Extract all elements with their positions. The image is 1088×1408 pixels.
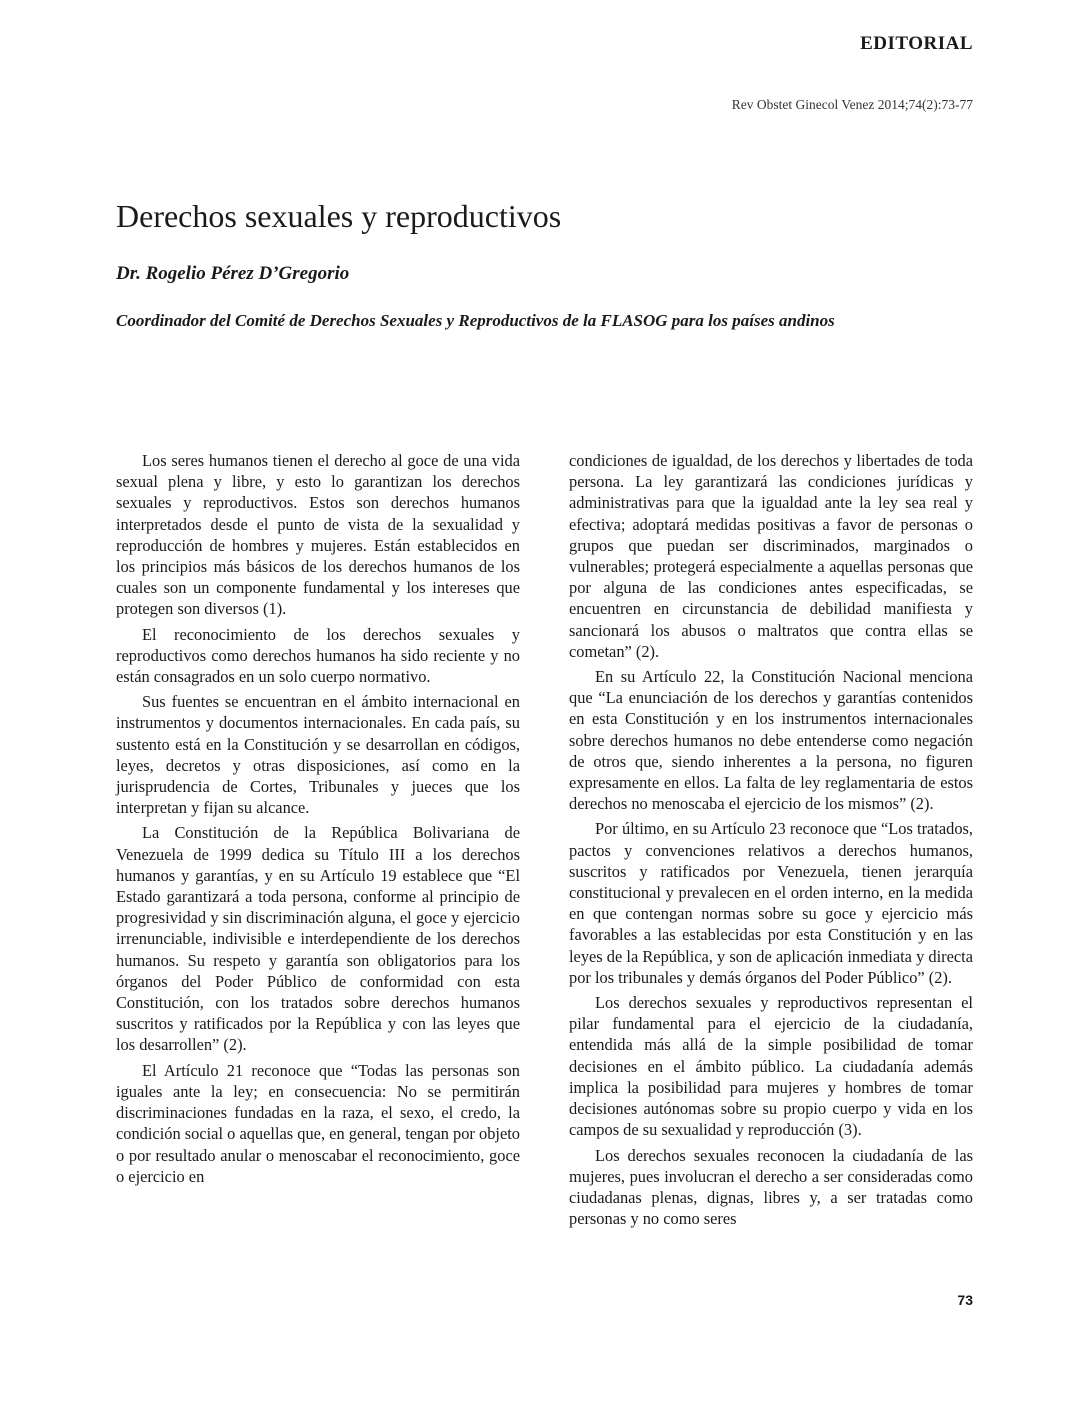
paragraph-continued: condiciones de igualdad, de los derechos y libertades de toda persona. La ley garantizará las condiciones jurídicas y administrativas para que la igualdad ante la ley sea real y efectiva; adoptará medidas positivas a favor de personas o grupos que puedan ser discriminados, marginados o vulnerables; protegerá especialmente a aquellas personas que por alguna de las condiciones antes especificadas, se encuentren en circunstancia de debilidad manifiesta y sancionará los abusos o maltratos que contra ellas se cometan” (2). xyxy=(569,451,973,661)
section-label: EDITORIAL xyxy=(860,33,973,54)
author-affiliation: Coordinador del Comité de Derechos Sexuales y Reproductivos de la FLASOG para los países andinos xyxy=(116,311,835,330)
paragraph: El Artículo 21 reconoce que “Todas las personas son iguales ante la ley; en consecuencia: No se permitirán discriminaciones fundadas en la raza, el sexo, el credo, la condición social o aquellas que, en general, tengan por objeto o por resultado anular o menoscabar el reconocimiento, goce o ejercicio en xyxy=(116,1060,520,1186)
text-column-right xyxy=(569,450,973,1233)
paragraph: Por último, en su Artículo 23 reconoce que “Los tratados, pactos y convenciones relativos a derechos humanos, suscritos y ratificados por Venezuela, tienen jerarquía constitucional y prevalecen en el orden interno, en la medida en que contengan normas sobre su goce y ejercicio más favorables a las establecidas por esta Constitución y en las leyes de la República, y son de aplicación inmediata y directa por los tribunales y demás órganos del Poder Público” (2). xyxy=(569,819,973,987)
paragraph: Los derechos sexuales reconocen la ciudadanía de las mujeres, pues involucran el derecho a ser consideradas como ciudadanas plenas, dignas, libres y, a ser tratadas como personas y no como seres xyxy=(569,1145,973,1229)
paragraph: Los derechos sexuales y reproductivos representan el pilar fundamental para el ejercicio de la ciudadanía, entendida más allá de la simple posibilidad de tomar decisiones en el ámbito público. La ciudadanía además implica la posibilidad para mujeres y hombres de tomar decisiones autónomas sobre su propio cuerpo y vida en los campos de su sexualidad y reproducción (3). xyxy=(569,993,973,1140)
paragraph: Los seres humanos tienen el derecho al goce de una vida sexual plena y libre, y esto lo garantizan los derechos sexuales y reproductivos. Estos son derechos humanos interpretados desde el punto de vista de la sexualidad y reproducción de hombres y mujeres. Están establecidos en los principios más básicos de los derechos humanos de los cuales son un componente fundamental y los intereses que protegen son diversos (1). xyxy=(116,451,520,619)
page-number: 73 xyxy=(957,1292,973,1308)
text-column-left xyxy=(116,450,520,1191)
article-title: Derechos sexuales y reproductivos xyxy=(116,198,562,234)
paragraph: Sus fuentes se encuentran en el ámbito internacional en instrumentos y documentos internacionales. En cada país, su sustento está en la Constitución y se desarrollan en códigos, leyes, decretos y otras disposiciones, así como en la jurisprudencia de Cortes, Tribunales y jueces que los interpretan y fijan su alcance. xyxy=(116,692,520,818)
paragraph: La Constitución de la República Bolivariana de Venezuela de 1999 dedica su Título III a los derechos humanos y garantías, y en su Artículo 19 establece que “El Estado garantizará a toda persona, conforme al principio de progresividad y sin discriminación alguna, el goce y ejercicio irrenunciable, indivisible e interdependiente de los derechos humanos. Su respeto y garantía son obligatorios para los órganos del Poder Público de conformidad con esta Constitución, con los tratados sobre derechos humanos suscritos y ratificados por la República y con las leyes que los desarrollen” (2). xyxy=(116,823,520,1055)
paragraph: El reconocimiento de los derechos sexuales y reproductivos como derechos humanos ha sido reciente y no están consagrados en un solo cuerpo normativo. xyxy=(116,624,520,687)
article-author: Dr. Rogelio Pérez D’Gregorio xyxy=(116,263,350,284)
journal-citation: Rev Obstet Ginecol Venez 2014;74(2):73-77 xyxy=(731,97,973,112)
paragraph: En su Artículo 22, la Constitución Nacional menciona que “La enunciación de los derechos y garantías contenidos en esta Constitución y en los instrumentos internacionales sobre derechos humanos no debe entenderse como negación de otros que, siendo inherentes a la persona, no figuren expresamente en ellos. La falta de ley reglamentaria de estos derechos no menoscaba el ejercicio de los mismos” (2). xyxy=(569,667,973,814)
